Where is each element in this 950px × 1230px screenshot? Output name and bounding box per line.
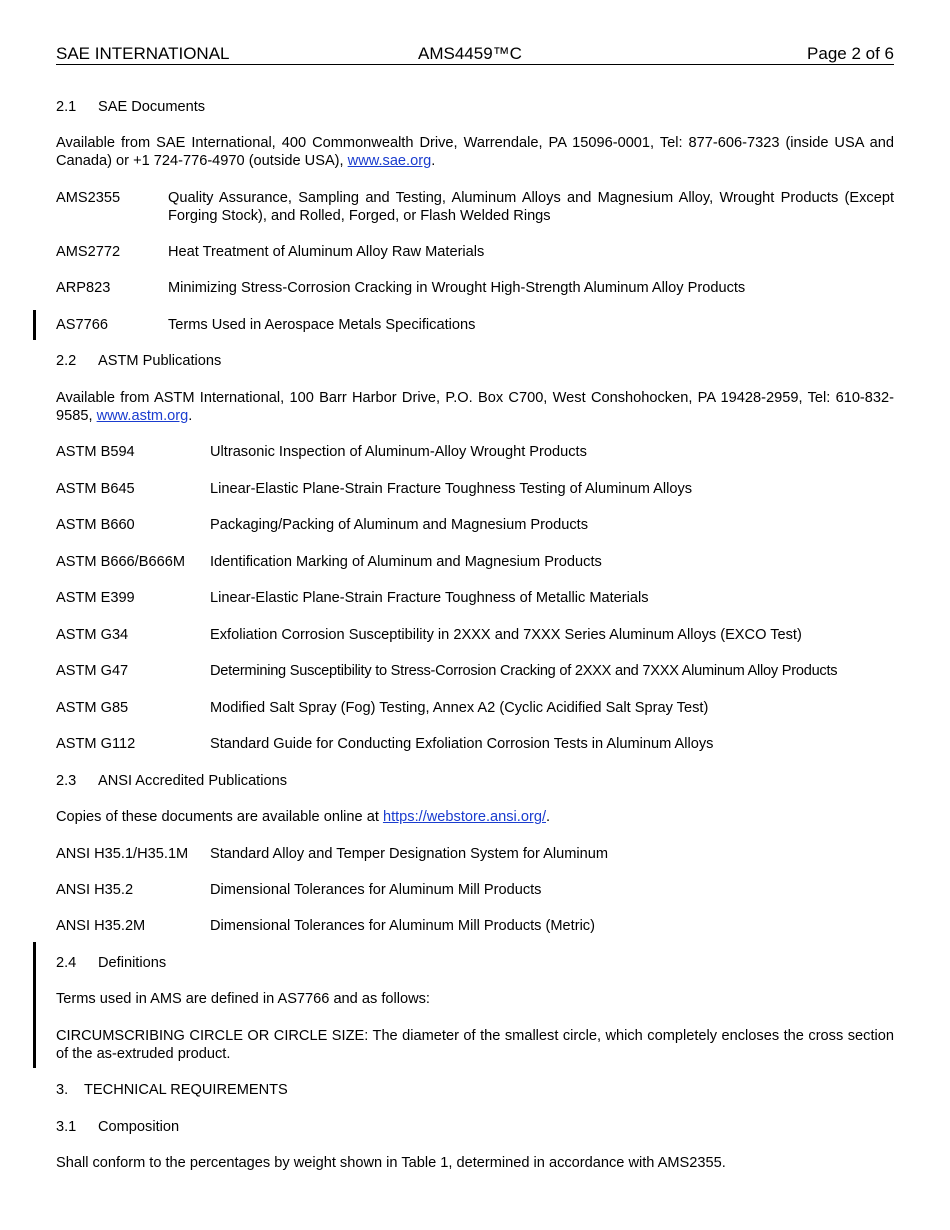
header-org: SAE INTERNATIONAL bbox=[56, 44, 230, 63]
reference-code: ANSI H35.1/H35.1M bbox=[56, 846, 189, 862]
definition-circumscribing-circle: CIRCUMSCRIBING CIRCLE OR CIRCLE SIZE: The diameter of the smallest circle, which completely encloses the cross section of the as-extruded product. bbox=[56, 1028, 894, 1062]
reference-row bbox=[56, 626, 894, 662]
reference-code: AS7766 bbox=[56, 317, 108, 333]
availability-text: Available from ASTM International, 100 Barr Harbor Drive, P.O. Box C700, West Conshohocken, PA 19428-2959, Tel: 610-832-9585, bbox=[56, 390, 894, 424]
reference-title: Terms Used in Aerospace Metals Specifications bbox=[168, 317, 476, 333]
sae-website-link[interactable]: www.sae.org bbox=[347, 153, 432, 169]
section-title: Composition bbox=[98, 1119, 180, 1135]
section-heading-3 bbox=[56, 1081, 894, 1099]
astm-website-link[interactable]: www.astm.org bbox=[96, 408, 189, 424]
reference-title: Exfoliation Corrosion Susceptibility in 2XXX and 7XXX Series Aluminum Alloys (EXCO Test) bbox=[210, 627, 802, 643]
change-bar bbox=[33, 942, 36, 1068]
section-number: 2.4 bbox=[56, 955, 77, 971]
reference-title: Standard Alloy and Temper Designation System for Aluminum bbox=[210, 846, 609, 862]
reference-row bbox=[56, 189, 894, 225]
reference-code: AMS2355 bbox=[56, 190, 121, 206]
ansi-webstore-link[interactable]: https://webstore.ansi.org/ bbox=[382, 809, 546, 825]
reference-title: Heat Treatment of Aluminum Alloy Raw Materials bbox=[168, 244, 485, 260]
change-bar bbox=[33, 310, 36, 340]
reference-title: Dimensional Tolerances for Aluminum Mill Products (Metric) bbox=[210, 918, 595, 934]
reference-code: ASTM G85 bbox=[56, 700, 129, 716]
section-heading-2-2 bbox=[56, 352, 894, 370]
reference-code: ARP823 bbox=[56, 280, 111, 296]
reference-title: Minimizing Stress-Corrosion Cracking in Wrought High-Strength Aluminum Alloy Products bbox=[168, 280, 746, 296]
reference-row bbox=[56, 316, 894, 352]
composition-text: Shall conform to the percentages by weight shown in Table 1, determined in accordance with AMS2355. bbox=[56, 1155, 726, 1171]
section-title: TECHNICAL REQUIREMENTS bbox=[84, 1082, 288, 1098]
reference-code: ASTM B666/B666M bbox=[56, 554, 185, 570]
reference-row bbox=[56, 845, 894, 881]
reference-title: Determining Susceptibility to Stress-Corrosion Cracking of 2XXX and 7XXX Aluminum Alloy Products bbox=[210, 663, 838, 679]
section-heading-2-4 bbox=[56, 954, 894, 972]
reference-title: Linear-Elastic Plane-Strain Fracture Toughness of Metallic Materials bbox=[210, 590, 649, 606]
sae-availability-paragraph: Available from SAE International, 400 Commonwealth Drive, Warrendale, PA 15096-0001, Tel: 877-606-7323 (inside USA and Canada) or +1 724-776-4970 (outside USA), www.sae.org. bbox=[56, 135, 894, 169]
reference-row bbox=[56, 443, 894, 479]
reference-code: ASTM B660 bbox=[56, 517, 135, 533]
reference-row bbox=[56, 917, 894, 953]
section-heading-2-3 bbox=[56, 772, 894, 790]
reference-code: ASTM G34 bbox=[56, 627, 129, 643]
reference-row bbox=[56, 662, 894, 698]
reference-row bbox=[56, 699, 894, 735]
reference-row bbox=[56, 553, 894, 589]
reference-title: Linear-Elastic Plane-Strain Fracture Toughness Testing of Aluminum Alloys bbox=[210, 481, 693, 497]
reference-row bbox=[56, 735, 894, 771]
reference-title: Packaging/Packing of Aluminum and Magnesium Products bbox=[210, 517, 589, 533]
section-number: 2.1 bbox=[56, 99, 77, 115]
reference-title: Dimensional Tolerances for Aluminum Mill Products bbox=[210, 882, 542, 898]
reference-title: Modified Salt Spray (Fog) Testing, Annex A2 (Cyclic Acidified Salt Spray Test) bbox=[210, 700, 709, 716]
reference-code: ASTM B645 bbox=[56, 481, 135, 497]
reference-title: Identification Marking of Aluminum and Magnesium Products bbox=[210, 554, 602, 570]
section-heading-2-1 bbox=[56, 98, 894, 116]
section-number: 3. bbox=[56, 1082, 69, 1098]
reference-code: ASTM B594 bbox=[56, 444, 135, 460]
reference-row bbox=[56, 516, 894, 552]
reference-code: AMS2772 bbox=[56, 244, 121, 260]
section-title: Definitions bbox=[98, 955, 167, 971]
section-number: 2.2 bbox=[56, 353, 77, 369]
astm-availability-paragraph: Available from ASTM International, 100 Barr Harbor Drive, P.O. Box C700, West Conshohocken, PA 19428-2959, Tel: 610-832-9585, www.astm.org. bbox=[56, 390, 894, 424]
reference-row bbox=[56, 881, 894, 917]
reference-row bbox=[56, 480, 894, 516]
availability-text: Available from SAE International, 400 Commonwealth Drive, Warrendale, PA 15096-0001, Tel: 877-606-7323 (inside USA and Canada) or +1 724-776-4970 (outside USA), bbox=[56, 135, 894, 169]
reference-code: ASTM G112 bbox=[56, 736, 136, 752]
reference-row bbox=[56, 279, 894, 315]
definitions-intro: Terms used in AMS are defined in AS7766 and as follows: bbox=[56, 991, 430, 1007]
ansi-availability-paragraph: Copies of these documents are available online at https://webstore.ansi.org/. bbox=[56, 809, 551, 825]
reference-code: ANSI H35.2 bbox=[56, 882, 134, 898]
reference-row bbox=[56, 589, 894, 625]
header-doc-id: AMS4459™C bbox=[418, 44, 522, 63]
section-number: 2.3 bbox=[56, 773, 77, 789]
reference-row bbox=[56, 243, 894, 279]
section-title: SAE Documents bbox=[98, 99, 206, 115]
reference-code: ASTM E399 bbox=[56, 590, 135, 606]
section-heading-3-1 bbox=[56, 1118, 894, 1136]
reference-code: ASTM G47 bbox=[56, 663, 129, 679]
page-header bbox=[56, 44, 894, 65]
reference-title: Standard Guide for Conducting Exfoliation Corrosion Tests in Aluminum Alloys bbox=[210, 736, 714, 752]
section-title: ASTM Publications bbox=[98, 353, 222, 369]
section-title: ANSI Accredited Publications bbox=[98, 773, 288, 789]
reference-title: Ultrasonic Inspection of Aluminum-Alloy Wrought Products bbox=[210, 444, 587, 460]
header-page-number: Page 2 of 6 bbox=[807, 44, 894, 63]
availability-text: Copies of these documents are available online at bbox=[56, 809, 379, 825]
section-number: 3.1 bbox=[56, 1119, 77, 1135]
reference-code: ANSI H35.2M bbox=[56, 918, 146, 934]
reference-title: Quality Assurance, Sampling and Testing, Aluminum Alloys and Magnesium Alloy, Wrought Products (Except Forging Stock), and Rolled, Forged, or Flash Welded Rings bbox=[168, 190, 894, 224]
